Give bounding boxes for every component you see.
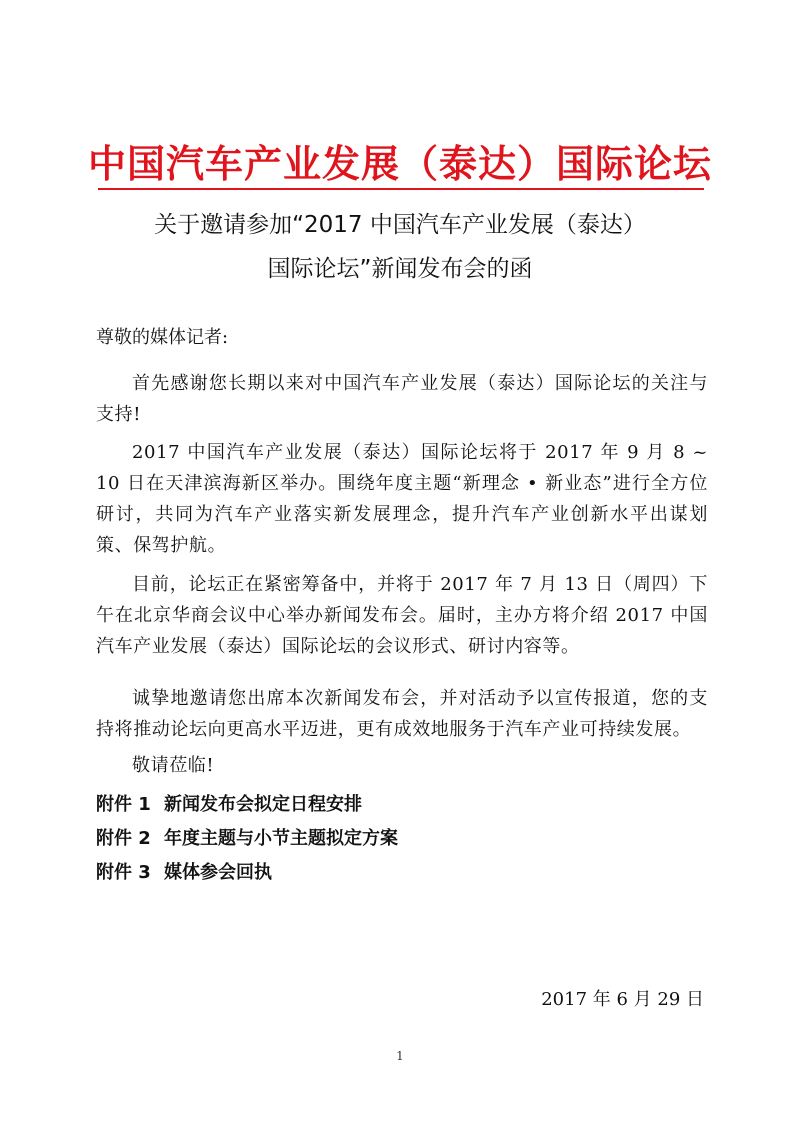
attachment-title: 媒体参会回执 xyxy=(164,862,272,883)
paragraph-text: 首先感谢您长期以来对中国汽车产业发展（泰达）国际论坛的关注与支持! xyxy=(96,373,708,425)
attachment-label: 附件 1 xyxy=(96,794,151,815)
letter-date: 2017 年 6 月 29 日 xyxy=(541,989,704,1010)
attachment-title: 年度主题与小节主题拟定方案 xyxy=(164,828,398,849)
letter-title-line-2: 国际论坛”新闻发布会的函 xyxy=(267,256,533,282)
paragraph-press-conference xyxy=(96,569,708,662)
page-number: 1 xyxy=(396,1049,404,1063)
attachment-item xyxy=(96,788,708,822)
salutation: 尊敬的媒体记者: xyxy=(96,327,229,348)
forum-header-title: 中国汽车产业发展（泰达）国际论坛 xyxy=(87,142,712,186)
attachment-label: 附件 2 xyxy=(96,828,151,849)
letter-title-line-1: 关于邀请参加“2017 中国汽车产业发展（泰达） xyxy=(154,212,646,238)
paragraph-text: 敬请莅临! xyxy=(132,755,215,776)
attachment-item xyxy=(96,822,708,856)
paragraph-closing xyxy=(96,750,708,781)
attachment-label: 附件 3 xyxy=(96,862,151,883)
attachment-title: 新闻发布会拟定日程安排 xyxy=(164,794,362,815)
paragraph-forum-info xyxy=(96,437,708,561)
header-red-rule xyxy=(98,188,704,190)
attachment-list xyxy=(96,788,708,890)
paragraph-invitation xyxy=(96,683,708,745)
paragraph-text: 诚挚地邀请您出席本次新闻发布会，并对活动予以宣传报道，您的支持将推动论坛向更高水平迈进，更有成效地服务于汽车产业可持续发展。 xyxy=(96,688,708,740)
paragraph-thanks xyxy=(96,368,708,430)
attachment-item xyxy=(96,856,708,890)
paragraph-text: 2017 中国汽车产业发展（泰达）国际论坛将于 2017 年 9 月 8 ~ 10 日在天津滨海新区举办。围绕年度主题“新理念 • 新业态”进行全方位研讨，共同为汽车产业落实新发展理念，提升汽车产业创新水平出谋划策、保驾护航。 xyxy=(96,442,708,556)
paragraph-text: 目前，论坛正在紧密筹备中，并将于 2017 年 7 月 13 日（周四）下午在北京华商会议中心举办新闻发布会。届时，主办方将介绍 2017 中国汽车产业发展（泰达）国际论坛的会议形式、研讨内容等。 xyxy=(96,574,708,657)
